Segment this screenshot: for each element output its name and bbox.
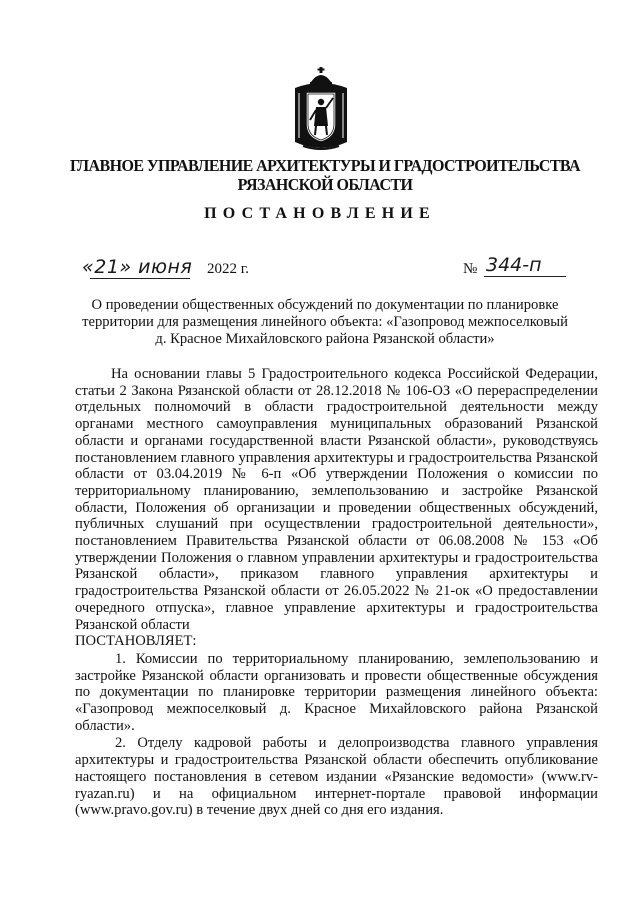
item-1-paragraph: 1. Комиссии по территориальному планированию, землепользованию и застройке Рязанской области организовать и провести общественные обсуждения по документации по планировке территории размещения линейного объекта: «Газопровод межпоселковый д. Красное Михайловского района Рязанской области». [75,650,598,734]
item-2-paragraph: 2. Отделу кадровой работы и делопроизводства главного управления архитектуры и градостроительства Рязанской области обеспечить опубликование настоящего постановления в сетевом издании «Рязанские ведомости» (www.rv-ryazan.ru) и на официальном интернет-портале правовой информации (www.pravo.gov.ru) в течение двух дней со дня его издания. [75,735,598,819]
org-line-2: РЯЗАНСКОЙ ОБЛАСТИ [237,175,413,194]
document-type: ПОСТАНОВЛЕНИЕ [204,205,436,222]
date-year: 2022 г. [207,261,249,277]
number-sign: № [463,261,478,277]
ryazan-coat-of-arms-icon [293,66,349,156]
number-underline [484,276,566,277]
subject-line-1: О проведении общественных обсуждений по документации по планировке [91,297,559,313]
handwritten-number-text: 344-п [486,254,542,276]
org-line-1: ГЛАВНОЕ УПРАВЛЕНИЕ АРХИТЕКТУРЫ И ГРАДОСТРОИТЕЛЬСТВА [69,156,581,175]
handwritten-date [82,256,192,278]
handwritten-date-text: «21» июня [82,256,193,278]
subject-line-3: д. Красное Михайловского района Рязанской области» [155,331,495,347]
subject-line-2: территории для размещения линейного объекта: «Газопровод межпоселковый [82,314,568,330]
resolves-heading: ПОСТАНОВЛЯЕТ: [75,633,197,650]
document-subject [60,297,590,348]
date-number-line [0,254,640,284]
preamble-paragraph: На основании главы 5 Градостроительного кодекса Российской Федерации, статьи 2 Закона Рязанской области от 28.12.2018 № 106-ОЗ «О перераспределении отдельных полномочий в области градостроительной деятельности между органами местного самоуправления муниципальных образований Рязанской области и органами государственной власти Рязанской области», руководствуясь постановлением главного управления архитектуры и градостроительства Рязанской области от 03.04.2019 № 6-п «Об утверждении Положения о комиссии по территориальному планированию, землепользованию и застройке Рязанской области, Положения об организации и проведении общественных обсуждений, публичных слушаний при осуществлении градостроительной деятельности», постановлением Правительства Рязанской области от 06.08.2008 № 153 «Об утверждении Положения о главном управлении архитектуры и градостроительства Рязанской области», приказом главного управления архитектуры и градостроительства Рязанской области от 26.05.2022 № 21-ок «О предоставлении очередного отпуска», главное управление архитектуры и градостроительства Рязанской области [75,366,598,633]
date-underline [90,278,190,279]
handwritten-number [486,254,566,276]
issuing-authority [49,156,602,194]
document-body [75,366,598,819]
